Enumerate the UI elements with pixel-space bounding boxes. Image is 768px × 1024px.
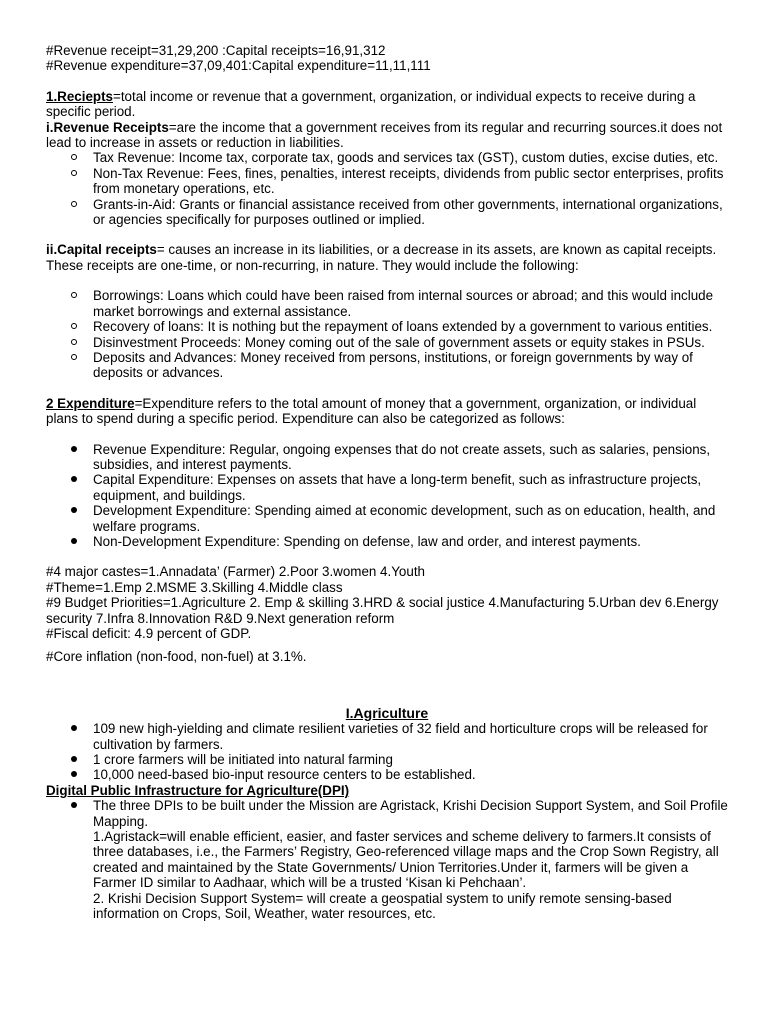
- list-item: 1 crore farmers will be initiated into natural farming: [46, 752, 728, 767]
- capital-receipts-paragraph: [46, 242, 728, 273]
- expenditure-paragraph: [46, 396, 728, 427]
- dpi-list: [46, 798, 728, 921]
- expenditure-list: [46, 442, 728, 550]
- receipts-paragraph: [46, 89, 728, 120]
- list-item: Recovery of loans: It is nothing but the repayment of loans extended by a government to various entities.: [46, 319, 728, 334]
- list-item: Deposits and Advances: Money received from persons, institutions, or foreign governments by way of deposits or advances.: [46, 350, 728, 381]
- list-item: Disinvestment Proceeds: Money coming out of the sale of government assets or equity stakes in PSUs.: [46, 335, 728, 350]
- list-item: Tax Revenue: Income tax, corporate tax, goods and services tax (GST), custom duties, excise duties, etc.: [46, 150, 728, 165]
- list-item: 109 new high-yielding and climate resilient varieties of 32 field and horticulture crops will be released for cultivation by farmers.: [46, 721, 728, 752]
- dpi-heading: Digital Public Infrastructure for Agriculture(DPI): [46, 782, 350, 798]
- budget-priorities-line: #9 Budget Priorities=1.Agriculture 2. Emp & skilling 3.HRD & social justice 4.Manufacturing 5.Urban dev 6.Energy security 7.Infra 8.Innovation R&D 9.Next generation reform: [46, 595, 719, 626]
- revenue-receipts-list: [46, 150, 728, 227]
- list-item: Non-Development Expenditure: Spending on defense, law and order, and interest payments.: [46, 534, 728, 549]
- capital-receipts-heading: ii.Capital receipts: [46, 242, 157, 258]
- castes-line: #4 major castes=1.Annadata’ (Farmer) 2.Poor 3.women 4.Youth: [46, 564, 425, 580]
- capital-receipts-definition: = causes an increase in its liabilities, or a decrease in its assets, are known as capital receipts. These receipts are one-time, or non-recurring, in nature. They would include the following:: [46, 242, 717, 273]
- core-inflation-line: #Core inflation (non-food, non-fuel) at 3.1%.: [46, 649, 307, 665]
- fiscal-deficit-line: #Fiscal deficit: 4.9 percent of GDP.: [46, 626, 252, 641]
- receipts-definition: =total income or revenue that a government, organization, or individual expects to receive during a specific period.: [46, 88, 696, 120]
- revenue-receipts-paragraph: [46, 120, 728, 151]
- list-item: Revenue Expenditure: Regular, ongoing expenses that do not create assets, such as salaries, pensions, subsidies, and interest payments.: [46, 442, 728, 473]
- agriculture-title: I.Agriculture: [345, 704, 429, 721]
- list-item: Development Expenditure: Spending aimed at economic development, such as on education, health, and welfare programs.: [46, 503, 728, 534]
- capital-receipts-list: [46, 288, 728, 380]
- summary-line-expenditure: #Revenue expenditure=37,09,401:Capital expenditure=11,11,111: [46, 58, 431, 74]
- list-item: Capital Expenditure: Expenses on assets that have a long-term benefit, such as infrastructure projects, equipment, and buildings.: [46, 472, 728, 503]
- list-item: Non-Tax Revenue: Fees, fines, penalties, interest receipts, dividends from public sector enterprises, profits from monetary operations, etc.: [46, 166, 728, 197]
- list-item: [46, 798, 728, 921]
- list-item: 10,000 need-based bio-input resource centers to be established.: [46, 767, 728, 782]
- revenue-receipts-definition: =are the income that a government receives from its regular and recurring sources.it does not lead to increase in assets or reduction in liabilities.: [46, 119, 723, 151]
- expenditure-definition: =Expenditure refers to the total amount of money that a government, organization, or individual plans to spend during a specific period. Expenditure can also be categorized as follows:: [46, 395, 697, 427]
- receipts-heading: 1.Reciepts: [46, 88, 113, 104]
- revenue-receipts-heading: i.Revenue Receipts: [46, 119, 169, 135]
- list-item: Borrowings: Loans which could have been raised from internal sources or abroad; and this would include market borrowings and external assistance.: [46, 288, 728, 319]
- summary-line-revenue: #Revenue receipt=31,29,200 :Capital receipts=16,91,312: [46, 43, 386, 58]
- agriculture-list: [46, 721, 728, 783]
- expenditure-heading: 2 Expenditure: [46, 395, 135, 411]
- theme-line: #Theme=1.Emp 2.MSME 3.Skilling 4.Middle class: [46, 579, 343, 595]
- dpi-agristack: 1.Agristack=will enable efficient, easier, and faster services and scheme delivery to farmers.It consists of three databases, i.e., the Farmers’ Registry, Geo-referenced village maps and the Crop Sown Registry, all created and maintained by the State Governments/ Union Territories.Under it, farmers will be given a Farmer ID similar to Aadhaar, which will be a trusted ‘Kisan ki Pehchaan’.: [93, 829, 719, 891]
- list-item: Grants-in-Aid: Grants or financial assistance received from other governments, international organizations, or agencies specifically for purposes outlined or implied.: [46, 197, 728, 228]
- dpi-krishi: 2. Krishi Decision Support System= will create a geospatial system to unify remote sensing-based information on Crops, Soil, Weather, water resources, etc.: [93, 890, 672, 922]
- dpi-intro: The three DPIs to be built under the Mission are Agristack, Krishi Decision Support System, and Soil Profile Mapping.: [93, 798, 728, 829]
